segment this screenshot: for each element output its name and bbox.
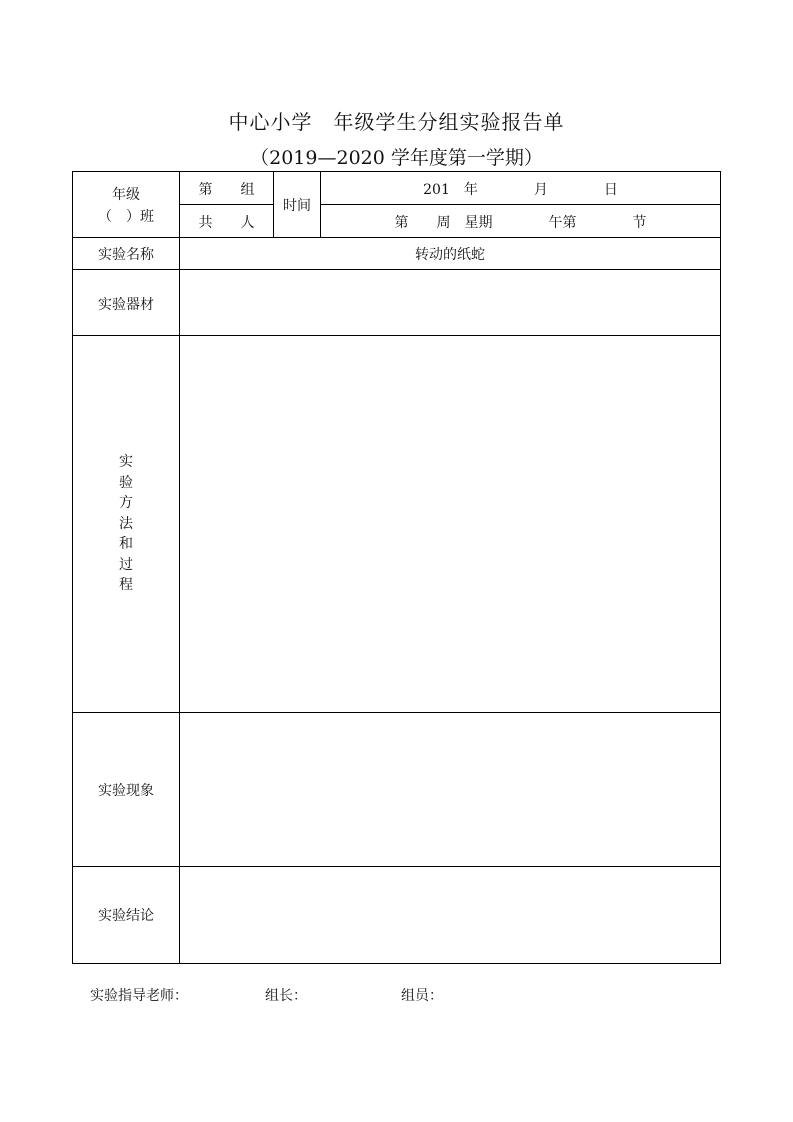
- grade-label: 年级: [112, 187, 140, 203]
- method-char: 程: [119, 577, 133, 593]
- phenomenon-field[interactable]: [180, 713, 720, 866]
- method-label: [73, 452, 179, 596]
- table-border-right: [720, 171, 721, 964]
- group-label: 第 组: [198, 182, 255, 198]
- table-border-bottom: [72, 963, 721, 964]
- page-subtitle: （2019—2020 学年度第一学期）: [250, 147, 543, 169]
- materials-label: 实验器材: [98, 297, 154, 313]
- group-leader-label: 组长：: [265, 988, 307, 1004]
- conclusion-field[interactable]: [180, 867, 720, 963]
- table-line-inner-time: [320, 204, 721, 205]
- week-line: 第 周 星期 午第 节: [394, 215, 647, 231]
- group-members-label: 组员：: [401, 988, 443, 1004]
- method-char: 法: [119, 515, 133, 532]
- phenomenon-label: 实验现象: [98, 783, 154, 799]
- method-char: 和: [119, 536, 133, 552]
- experiment-name-value: 转动的纸蛇: [415, 247, 485, 263]
- materials-field[interactable]: [180, 270, 720, 335]
- method-char: 方: [119, 495, 133, 511]
- table-line-1: [72, 237, 721, 238]
- teacher-signature-label: 实验指导老师：: [90, 988, 188, 1004]
- page-title: 中心小学 年级学生分组实验报告单: [228, 110, 565, 134]
- time-label: 时间: [283, 198, 311, 214]
- conclusion-label: 实验结论: [98, 908, 154, 924]
- class-label: （ ）班: [98, 209, 154, 225]
- table-line-inner-group: [179, 204, 273, 205]
- method-char: 过: [119, 556, 133, 573]
- method-field[interactable]: [180, 336, 720, 712]
- method-char: 实: [119, 454, 133, 470]
- total-people-label: 共 人: [198, 215, 255, 231]
- experiment-name-label: 实验名称: [98, 247, 154, 263]
- table-border-top: [72, 171, 721, 172]
- method-char: 验: [119, 474, 133, 491]
- date-line: 201 年 月 日: [423, 182, 618, 198]
